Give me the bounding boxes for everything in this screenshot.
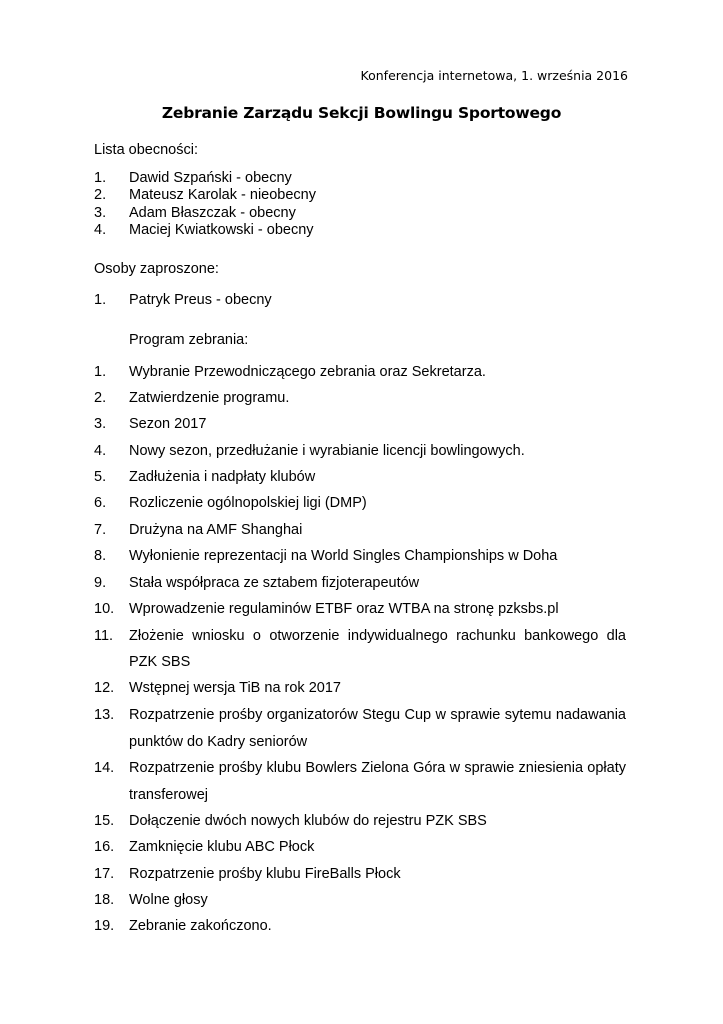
list-number: 1.: [94, 170, 107, 186]
agenda-text: Zamknięcie klubu ABC Płock: [129, 839, 315, 855]
list-number: 3.: [94, 416, 107, 432]
list-number: 18.: [94, 892, 115, 908]
list-number: 4.: [94, 222, 107, 238]
agenda-text: Nowy sezon, przedłużanie i wyrabianie licencji bowlingowych.: [129, 443, 525, 459]
list-number: 5.: [94, 469, 107, 485]
list-number: 15.: [94, 813, 115, 829]
list-number: 2.: [94, 187, 107, 203]
list-number: 4.: [94, 443, 107, 459]
document-title: Zebranie Zarządu Sekcji Bowlingu Sportowego: [161, 104, 562, 122]
agenda-text: Rozpatrzenie prośby klubu FireBalls Płock: [129, 866, 401, 882]
agenda-text-continued: transferowej: [129, 787, 208, 803]
agenda-text: Wolne głosy: [129, 892, 208, 908]
agenda-text: Zadłużenia i nadpłaty klubów: [129, 469, 316, 485]
place-date-line: Konferencja internetowa, 1. września 2016: [360, 68, 628, 83]
agenda-text: Drużyna na AMF Shanghai: [129, 522, 303, 538]
list-number: 10.: [94, 601, 115, 617]
agenda-text: Sezon 2017: [129, 416, 207, 432]
list-number: 1.: [94, 292, 107, 308]
list-number: 12.: [94, 680, 115, 696]
attendee-name: Dawid Szpański - obecny: [129, 170, 292, 186]
agenda-text: Zebranie zakończono.: [129, 918, 272, 934]
agenda-text: Wprowadzenie regulaminów ETBF oraz WTBA na stronę pzksbs.pl: [129, 601, 559, 617]
list-number: 9.: [94, 575, 107, 591]
attendance-label: Lista obecności:: [94, 142, 198, 158]
agenda-text: Wyłonienie reprezentacji na World Singles Championships w Doha: [129, 548, 558, 564]
program-label: Program zebrania:: [129, 332, 249, 348]
agenda-text-continued: punktów do Kadry seniorów: [129, 734, 308, 750]
agenda-text: Rozpatrzenie prośby organizatorów Stegu Cup w sprawie sytemu nadawania: [129, 707, 626, 723]
attendee-name: Maciej Kwiatkowski - obecny: [129, 222, 314, 238]
agenda-text: Złożenie wniosku o otworzenie indywidualnego rachunku bankowego dla: [129, 628, 626, 644]
list-number: 19.: [94, 918, 115, 934]
guests-label: Osoby zaproszone:: [94, 261, 219, 277]
list-number: 16.: [94, 839, 115, 855]
list-number: 3.: [94, 205, 107, 221]
list-number: 17.: [94, 866, 115, 882]
agenda-text: Rozliczenie ogólnopolskiej ligi (DMP): [129, 495, 367, 511]
agenda-text: Rozpatrzenie prośby klubu Bowlers Zielona Góra w sprawie zniesienia opłaty: [129, 760, 626, 776]
attendee-name: Adam Błaszczak - obecny: [129, 205, 296, 221]
agenda-text: Wybranie Przewodniczącego zebrania oraz Sekretarza.: [129, 364, 486, 380]
agenda-text: Dołączenie dwóch nowych klubów do rejestru PZK SBS: [129, 813, 487, 829]
list-number: 6.: [94, 495, 107, 511]
list-number: 13.: [94, 707, 115, 723]
agenda-text: Wstępnej wersja TiB na rok 2017: [129, 680, 341, 696]
attendee-name: Mateusz Karolak - nieobecny: [129, 187, 316, 203]
list-number: 8.: [94, 548, 107, 564]
list-number: 14.: [94, 760, 115, 776]
list-number: 7.: [94, 522, 107, 538]
agenda-text: Stała współpraca ze sztabem fizjoterapeutów: [129, 575, 420, 591]
list-number: 11.: [94, 628, 114, 644]
agenda-text-continued: PZK SBS: [129, 654, 191, 670]
agenda-text: Zatwierdzenie programu.: [129, 390, 290, 406]
list-number: 2.: [94, 390, 107, 406]
list-number: 1.: [94, 364, 107, 380]
guest-name: Patryk Preus - obecny: [129, 292, 272, 308]
